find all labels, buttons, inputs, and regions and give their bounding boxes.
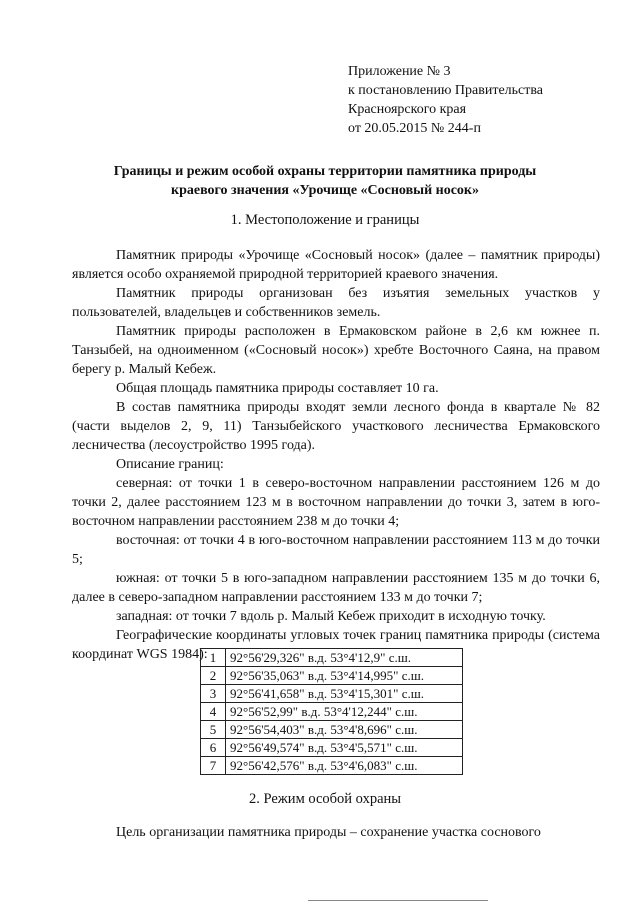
section-body <box>72 823 600 842</box>
point-coordinates: 92°56'49,574" в.д. 53°4'5,571" с.ш. <box>226 739 463 757</box>
table-row <box>201 649 463 667</box>
paragraph: Общая площадь памятника природы составляет 10 га. <box>116 381 439 396</box>
point-number: 2 <box>201 667 226 685</box>
appendix-line: Красноярского края <box>348 102 467 117</box>
paragraph: южная: от точки 5 в юго-западном направлении расстоянием 135 м до точки 6, далее в северо-западном направлении расстоянием 133 м до точки 7; <box>72 571 600 605</box>
paragraph: Памятник природы «Урочище «Сосновый носок» (далее – памятник природы) является особо охраняемой природной территорией краевого значения. <box>72 248 600 282</box>
paragraph: Цель организации памятника природы – сохранение участка соснового <box>116 825 541 840</box>
point-coordinates: 92°56'41,658" в.д. 53°4'15,301" с.ш. <box>226 685 463 703</box>
point-coordinates: 92°56'52,99" в.д. 53°4'12,244" с.ш. <box>226 703 463 721</box>
document-title <box>70 162 580 200</box>
section-heading: 1. Местоположение и границы <box>230 212 420 228</box>
point-coordinates: 92°56'29,326" в.д. 53°4'12,9" с.ш. <box>226 649 463 667</box>
point-number: 1 <box>201 649 226 667</box>
paragraph: Памятник природы организован без изъятия земельных участков у пользователей, владельцев и собственников земель. <box>72 286 600 320</box>
point-number: 6 <box>201 739 226 757</box>
appendix-line: к постановлению Правительства <box>348 83 544 98</box>
point-coordinates: 92°56'42,576" в.д. 53°4'6,083" с.ш. <box>226 757 463 775</box>
table-row <box>201 739 463 757</box>
table-row <box>201 757 463 775</box>
table-row <box>201 685 463 703</box>
point-number: 3 <box>201 685 226 703</box>
scan-artifact-line <box>308 900 488 901</box>
paragraph: В состав памятника природы входят земли лесного фонда в квартале № 82 (части выделов 2, 9, 11) Танзыбейского участкового лесничества Ермаковского лесничества (лесоустройство 1995 года). <box>72 400 600 453</box>
section-body <box>72 246 600 664</box>
paragraph: Описание границ: <box>116 457 224 472</box>
appendix-header <box>348 62 543 138</box>
paragraph: западная: от точки 7 вдоль р. Малый Кебеж приходит в исходную точку. <box>116 609 546 624</box>
paragraph: северная: от точки 1 в северо-восточном направлении расстоянием 126 м до точки 2, далее расстоянием 123 м в восточном направлении до точки 3, затем в юго-восточном направлении расстоянием 238 м до точки 4; <box>72 476 600 529</box>
table-row <box>201 721 463 739</box>
point-number: 5 <box>201 721 226 739</box>
point-number: 7 <box>201 757 226 775</box>
appendix-line: Приложение № 3 <box>348 64 451 79</box>
title-line: краевого значения «Урочище «Сосновый носок» <box>171 183 479 198</box>
title-line: Границы и режим особой охраны территории памятника природы <box>113 164 537 179</box>
paragraph: восточная: от точки 4 в юго-восточном направлении расстоянием 113 м до точки 5; <box>72 533 600 567</box>
point-coordinates: 92°56'54,403" в.д. 53°4'8,696" с.ш. <box>226 721 463 739</box>
paragraph: Памятник природы расположен в Ермаковском районе в 2,6 км южнее п. Танзыбей, на одноименном («Сосновый носок») хребте Восточного Саяна, на правом берегу р. Малый Кебеж. <box>72 324 600 377</box>
point-number: 4 <box>201 703 226 721</box>
appendix-line: от 20.05.2015 № 244-п <box>348 121 481 136</box>
point-coordinates: 92°56'35,063" в.д. 53°4'14,995" с.ш. <box>226 667 463 685</box>
table-row <box>201 703 463 721</box>
paragraph: Географические координаты угловых точек границ памятника природы (система координат WGS 1984): <box>72 628 600 662</box>
table-row <box>201 667 463 685</box>
section-heading: 2. Режим особой охраны <box>248 791 402 807</box>
coordinates-table <box>200 648 463 775</box>
